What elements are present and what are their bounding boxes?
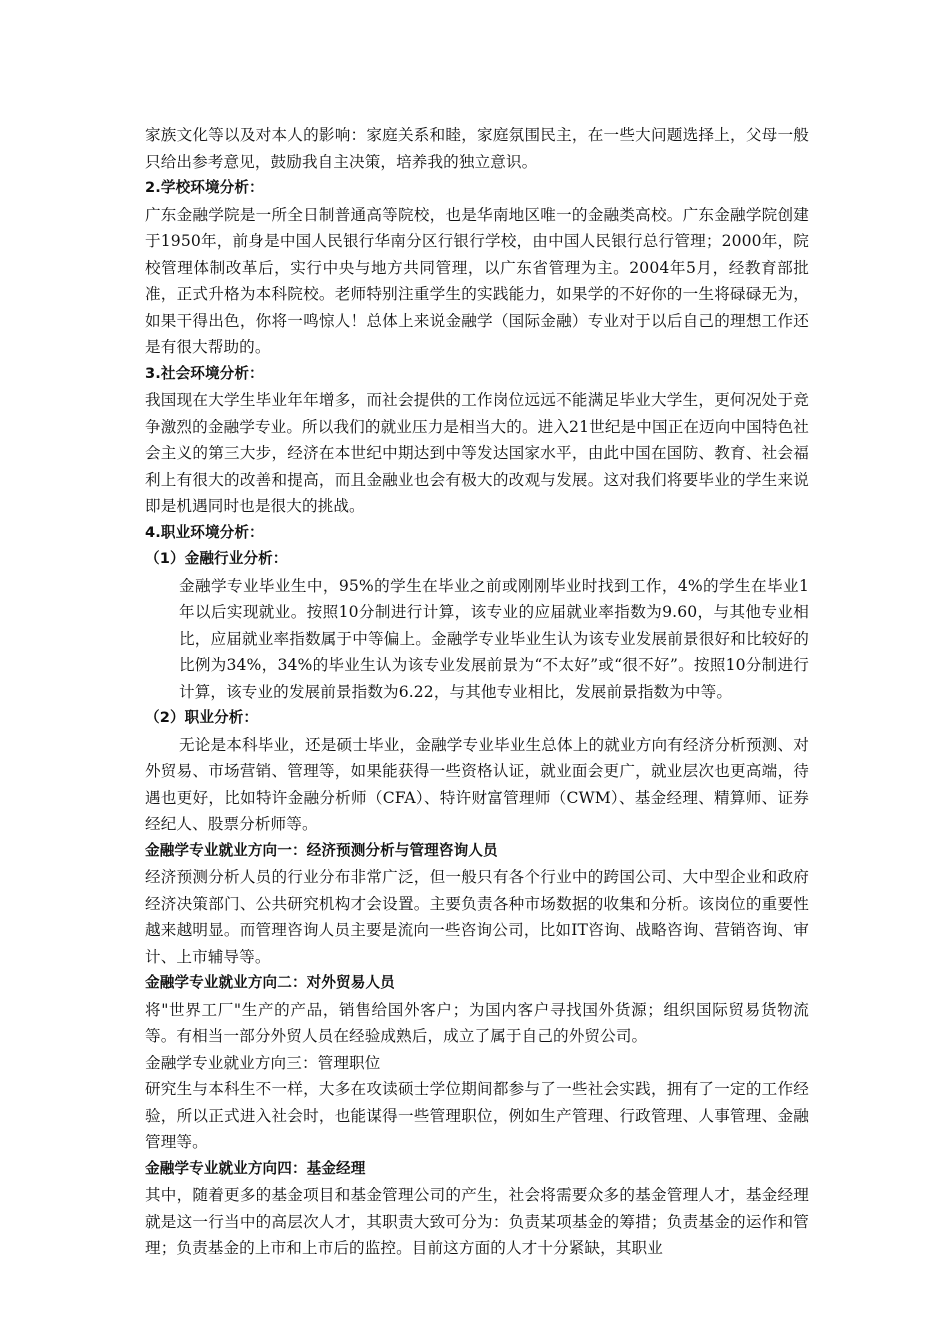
paragraph-direction-4: 其中，随着更多的基金项目和基金管理公司的产生，社会将需要众多的基金管理人才，基金经理就是这一行当中的高层次人才，其职责大致可分为：负责某项基金的筹措；负责基金的运作和管理；负责基金的上市和上市后的监控。目前这方面的人才十分紧缺，其职业 xyxy=(145,1186,809,1257)
paragraph-finance-industry: 金融学专业毕业生中，95%的学生在毕业之前或刚刚毕业时找到工作，4%的学生在毕业1年以后实现就业。按照10分制进行计算，该专业的应届就业率指数为9.60，与其他专业相比，应届就业率指数属于中等偏上。金融学专业毕业生认为该专业发展前景很好和比较好的比例为34%，34%的毕业生认为该专业发展前景为“不太好”或“很不好”。按照10分制进行计算，该专业的发展前景指数为6.22，与其他专业相比，发展前景指数为中等。 xyxy=(179,576,809,701)
paragraph-job-analysis: 无论是本科毕业，还是硕士毕业，金融学专业毕业生总体上的就业方向有经济分析预测、对外贸易、市场营销、管理等，如果能获得一些资格认证，就业面会更广，就业层次也更高端，待遇也更好，比如特许金融分析师（CFA）、特许财富管理师（CWM）、基金经理、精算师、证券经纪人、股票分析师等。 xyxy=(145,735,809,833)
document-body xyxy=(145,122,809,1262)
paragraph-direction-3: 研究生与本科生不一样，大多在攻读硕士学位期间都参与了一些社会实践，拥有了一定的工作经验，所以正式进入社会时，也能谋得一些管理职位，例如生产管理、行政管理、人事管理、金融管理等。 xyxy=(145,1080,809,1151)
heading-job-analysis: （2）职业分析： xyxy=(145,709,259,726)
heading-direction-1: 金融学专业就业方向一：经济预测分析与管理咨询人员 xyxy=(145,841,498,859)
paragraph-social-environment: 我国现在大学生毕业年年增多，而社会提供的工作岗位远远不能满足毕业大学生，更何况处于竞争激烈的金融学专业。所以我们的就业压力是相当大的。进入21世纪是中国正在迈向中国特色社会主义的第三大步，经济在本世纪中期达到中等发达国家水平，由此中国在国防、教育、社会福利上有很大的改善和提高，而且金融业也会有极大的改观与发展。这对我们将要毕业的学生来说即是机遇同时也是很大的挑战。 xyxy=(145,391,809,515)
heading-finance-industry: （1）金融行业分析： xyxy=(145,550,288,567)
heading-career-environment: 4.职业环境分析： xyxy=(145,523,264,541)
heading-direction-3: 金融学专业就业方向三：管理职位 xyxy=(145,1053,381,1072)
heading-direction-2: 金融学专业就业方向二：对外贸易人员 xyxy=(145,974,395,991)
paragraph-direction-1: 经济预测分析人员的行业分布非常广泛，但一般只有各个行业中的跨国公司、大中型企业和政府经济决策部门、公共研究机构才会设置。主要负责各种市场数据的收集和分析。该岗位的重要性越来越明显。而管理咨询人员主要是流向一些咨询公司，比如IT咨询、战略咨询、营销咨询、审计、上市辅导等。 xyxy=(145,868,809,966)
heading-school-environment: 2.学校环境分析： xyxy=(145,179,264,196)
heading-social-environment: 3.社会环境分析： xyxy=(145,364,264,382)
paragraph-direction-2: 将"世界工厂"生产的产品，销售给国外客户；为国内客户寻找国外货源；组织国际贸易货物流等。有相当一部分外贸人员在经验成熟后，成立了属于自己的外贸公司。 xyxy=(145,1000,809,1045)
heading-direction-4: 金融学专业就业方向四：基金经理 xyxy=(145,1159,366,1177)
paragraph-family: 家族文化等以及对本人的影响：家庭关系和睦，家庭氛围民主，在一些大问题选择上，父母一般只给出参考意见，鼓励我自主决策，培养我的独立意识。 xyxy=(145,126,809,171)
paragraph-school-environment: 广东金融学院是一所全日制普通高等院校，也是华南地区唯一的金融类高校。广东金融学院创建于1950年，前身是中国人民银行华南分区行银行学校，由中国人民银行总行管理；2000年，院校管理体制改革后，实行中央与地方共同管理，以广东省管理为主。2004年5月，经教育部批准，正式升格为本科院校。老师特别注重学生的实践能力，如果学的不好你的一生将碌碌无为，如果干得出色，你将一鸣惊人！总体上来说金融学（国际金融）专业对于以后自己的理想工作还是有很大帮助的。 xyxy=(145,205,809,356)
